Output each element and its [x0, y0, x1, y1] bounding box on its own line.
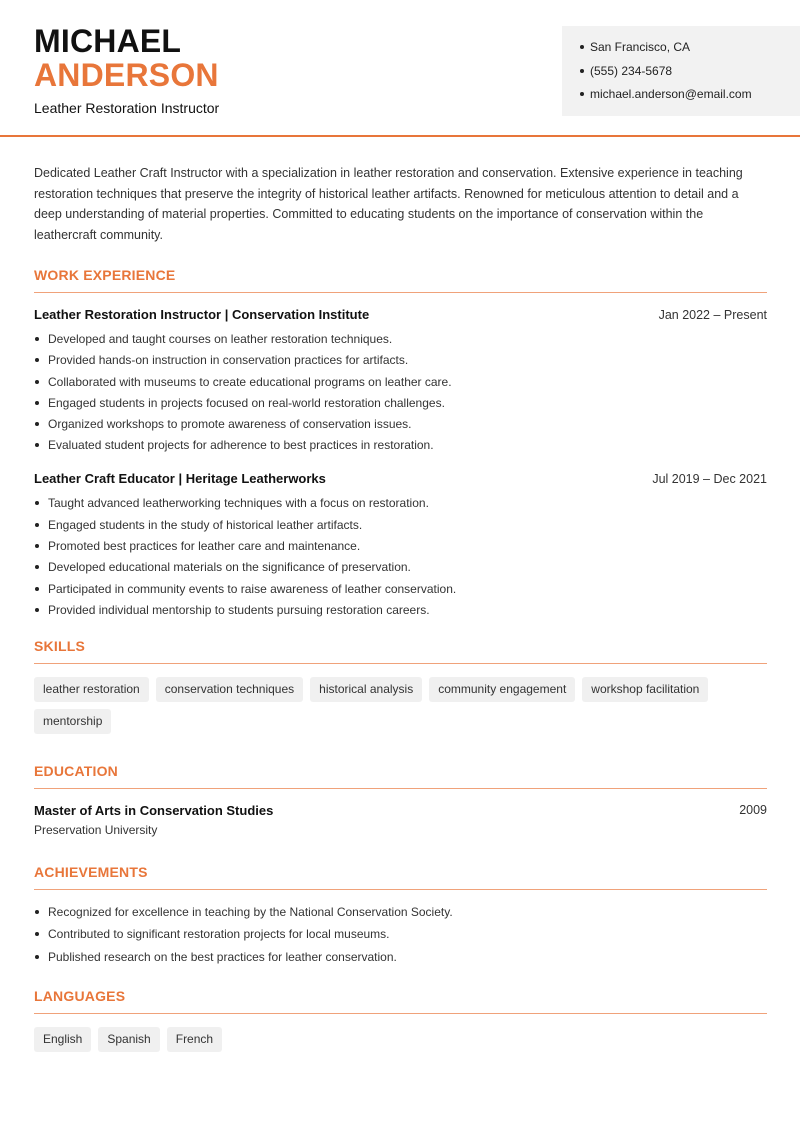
job-header: [34, 307, 767, 322]
skill-tag: community engagement: [429, 677, 575, 702]
languages-section: [34, 988, 767, 1059]
section-title-skills: SKILLS: [34, 638, 767, 664]
bullet-icon: [35, 608, 39, 612]
list-item-text: Evaluated student projects for adherence to best practices in restoration.: [48, 438, 434, 453]
section-title-achievements: ACHIEVEMENTS: [34, 864, 767, 890]
list-item-text: Provided individual mentorship to students pursuing restoration careers.: [48, 602, 430, 617]
list-item-text: Promoted best practices for leather care and maintenance.: [48, 539, 361, 554]
list-item-text: Organized workshops to promote awareness of conservation issues.: [48, 417, 412, 432]
resume-header: [0, 0, 800, 137]
job-title-text: Leather Craft Educator | Heritage Leatherworks: [34, 471, 326, 487]
list-item: [34, 926, 767, 942]
list-item: [34, 517, 767, 533]
list-item: [34, 416, 767, 432]
list-item: [34, 495, 767, 511]
list-item: [34, 437, 767, 453]
list-item-text: Engaged students in projects focused on real-world restoration challenges.: [48, 395, 445, 410]
list-item-text: Published research on the best practices for leather conservation.: [48, 949, 397, 964]
list-item: [34, 331, 767, 347]
contact-box: [562, 26, 800, 116]
list-item: [34, 949, 767, 965]
education-section: [34, 763, 767, 837]
job-title-text: Leather Restoration Instructor | Conservation Institute: [34, 307, 370, 322]
skill-tag: historical analysis: [310, 677, 422, 702]
list-item: [34, 395, 767, 411]
bullet-icon: [580, 92, 584, 96]
section-title-languages: LANGUAGES: [34, 988, 767, 1014]
bullet-icon: [35, 401, 39, 405]
bullet-icon: [35, 523, 39, 527]
language-tag: English: [34, 1027, 91, 1052]
contact-phone: [580, 63, 800, 87]
job-title: Leather Restoration Instructor: [34, 100, 220, 116]
skill-tag: conservation techniques: [156, 677, 303, 702]
first-name: MICHAEL: [34, 23, 182, 59]
education-degree: Master of Arts in Conservation Studies: [34, 802, 274, 818]
bullet-icon: [35, 443, 39, 447]
contact-email: [580, 86, 800, 110]
list-item-text: Collaborated with museums to create educational programs on leather care.: [48, 374, 452, 389]
list-item: [34, 559, 767, 575]
bullet-icon: [35, 587, 39, 591]
summary: Dedicated Leather Craft Instructor with a specialization in leather restoration and conservation. Extensive experience in teaching restoration techniques that preserve the integrity of historical leather artifacts. Renowned for meticulous attention to detail and a deep understanding of material properties. Committed to educating students on the importance of conservation within the leathercraft community.: [34, 166, 743, 242]
job-bullets: [34, 331, 767, 453]
list-item-text: Developed educational materials on the significance of preservation.: [48, 560, 411, 575]
list-item: [34, 352, 767, 368]
skill-tag: leather restoration: [34, 677, 149, 702]
bullet-icon: [35, 358, 39, 362]
candidate-name: [34, 24, 219, 92]
job-date: Jul 2019 – Dec 2021: [652, 472, 767, 487]
education-year: 2009: [739, 802, 767, 817]
job-bullets: [34, 495, 767, 617]
bullet-icon: [35, 544, 39, 548]
list-item: [34, 602, 767, 618]
language-tags: [34, 1027, 767, 1059]
contact-location: [580, 39, 800, 63]
education-header: [34, 803, 767, 818]
language-tag: French: [167, 1027, 222, 1052]
list-item: [34, 904, 767, 920]
list-item-text: Taught advanced leatherworking techniques with a focus on restoration.: [48, 496, 429, 511]
list-item-text: Contributed to significant restoration projects for local museums.: [48, 927, 390, 942]
bullet-icon: [35, 380, 39, 384]
list-item-text: Developed and taught courses on leather restoration techniques.: [48, 332, 393, 346]
list-item: [34, 581, 767, 597]
job-entry: [34, 307, 767, 453]
list-item-text: Engaged students in the study of historical leather artifacts.: [48, 517, 363, 532]
bullet-icon: [35, 565, 39, 569]
list-item: [34, 374, 767, 390]
achievements-list: [34, 904, 767, 965]
language-tag: Spanish: [98, 1027, 159, 1052]
bullet-icon: [35, 932, 39, 936]
job-entry: [34, 471, 767, 617]
education-school: Preservation University: [34, 822, 158, 837]
section-title-experience: WORK EXPERIENCE: [34, 267, 767, 293]
last-name: ANDERSON: [34, 57, 219, 93]
contact-email-text: michael.anderson@email.com: [590, 87, 752, 101]
bullet-icon: [580, 45, 584, 49]
bullet-icon: [35, 337, 39, 341]
skill-tag: workshop facilitation: [582, 677, 708, 702]
experience-section: [34, 267, 767, 618]
achievements-section: [34, 864, 767, 965]
skills-section: [34, 638, 767, 741]
bullet-icon: [35, 422, 39, 426]
contact-location-text: San Francisco, CA: [590, 40, 691, 54]
contact-phone-text: (555) 234-5678: [590, 63, 673, 78]
list-item-text: Participated in community events to raise awareness of leather conservation.: [48, 581, 457, 596]
bullet-icon: [35, 501, 39, 505]
job-date: Jan 2022 – Present: [658, 308, 767, 322]
bullet-icon: [35, 910, 39, 914]
skills-tags: [34, 677, 767, 741]
bullet-icon: [35, 955, 39, 959]
bullet-icon: [580, 69, 584, 73]
section-title-education: EDUCATION: [34, 763, 767, 789]
list-item-text: Provided hands-on instruction in conservation practices for artifacts.: [48, 353, 409, 368]
list-item: [34, 538, 767, 554]
job-header: [34, 471, 767, 486]
resume-body: [34, 163, 767, 1059]
skill-tag: mentorship: [34, 709, 111, 734]
list-item-text: Recognized for excellence in teaching by the National Conservation Society.: [48, 904, 453, 919]
